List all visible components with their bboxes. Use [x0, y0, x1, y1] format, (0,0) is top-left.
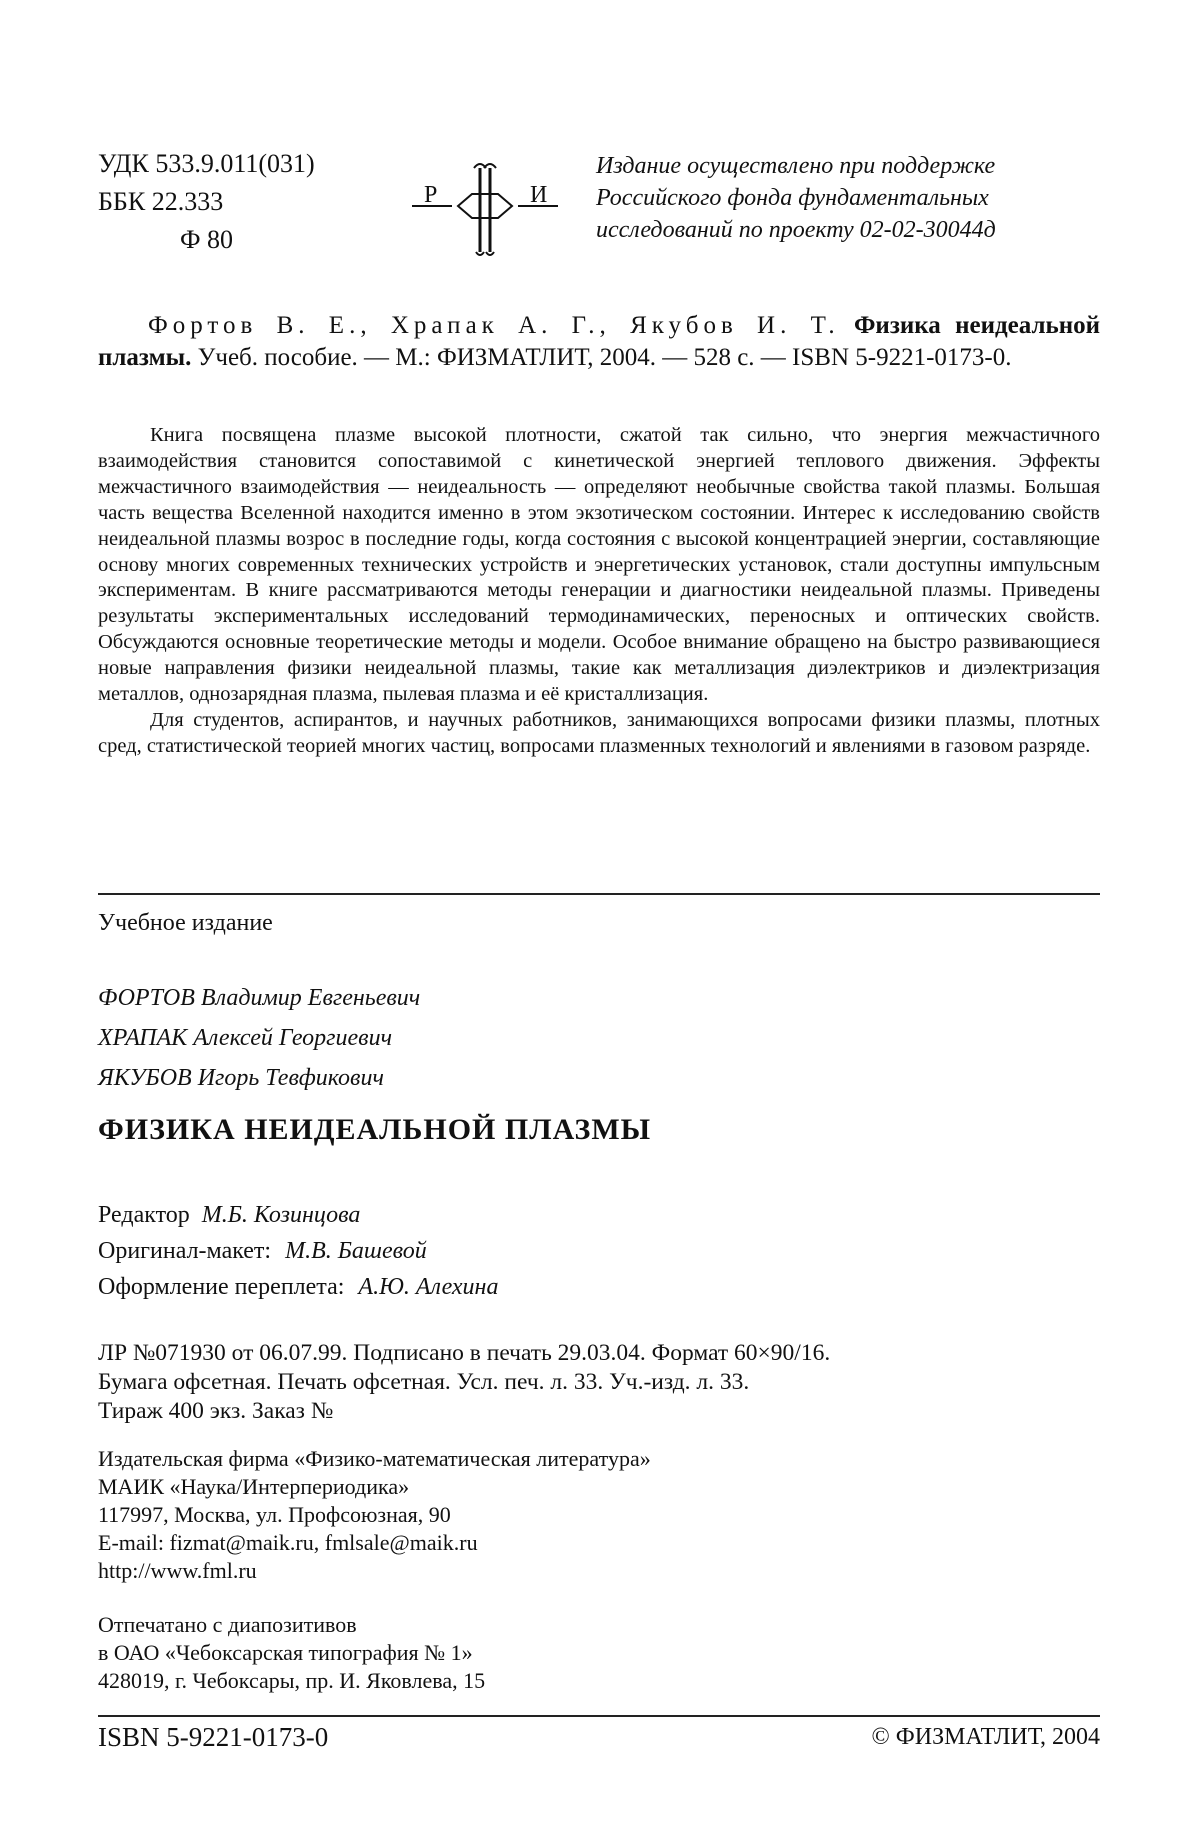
bbk-code: ББК 22.333 [98, 187, 224, 216]
footer-copyright: © ФИЗМАТЛИТ, 2004 [871, 1724, 1100, 1750]
edition-type: Учебное издание [98, 910, 273, 936]
bibliographic-citation [98, 310, 1100, 374]
rfbr-logo [410, 160, 560, 260]
publisher-address: 117997, Москва, ул. Профсоюзная, 90 [98, 1502, 451, 1527]
cover-label: Оформление переплета: [98, 1274, 345, 1300]
print-info-line-1: ЛР №071930 от 06.07.99. Подписано в печать 29.03.04. Формат 60×90/16. [98, 1340, 831, 1366]
printer-line-2: в ОАО «Чебоксарская типография № 1» [98, 1640, 473, 1665]
grant-line-2: Российского фонда фундаментальных [596, 185, 989, 211]
print-info-line-2: Бумага офсетная. Печать офсетная. Усл. печ. л. 33. Уч.-изд. л. 33. [98, 1369, 750, 1395]
citation-authors: Фортов В. Е., Храпак А. Г., Якубов И. Т. [148, 312, 840, 339]
book-title: ФИЗИКА НЕИДЕАЛЬНОЙ ПЛАЗМЫ [98, 1113, 652, 1146]
credit-editor [98, 1202, 360, 1229]
publisher-website: http://www.fml.ru [98, 1558, 257, 1583]
cover-name: А.Ю. Алехина [358, 1274, 499, 1300]
publisher-email: E-mail: fizmat@maik.ru, fmlsale@maik.ru [98, 1530, 478, 1555]
logo-letter-i: И [530, 182, 548, 208]
publisher-line-2: МАИК «Наука/Интерпериодика» [98, 1474, 410, 1499]
logo-letter-r: Р [424, 182, 438, 208]
credit-layout [98, 1238, 427, 1265]
print-info-line-3: Тираж 400 экз. Заказ № [98, 1398, 334, 1424]
footer-isbn: ISBN 5-9221-0173-0 [98, 1722, 329, 1752]
publisher-line-1: Издательская фирма «Физико-математическая литература» [98, 1446, 651, 1471]
annotation-paragraph-2: Для студентов, аспирантов, и научных работников, занимающихся вопросами физики плазмы, плотных сред, статистической теорией многих частиц, вопросами плазменных технологий и явлениями в газовом разряде. [98, 708, 1100, 757]
divider-top [98, 893, 1100, 895]
citation-title: Физика неидеальной плазмы. [98, 312, 1101, 371]
author-mark-code: Ф 80 [180, 225, 234, 254]
divider-bottom [98, 1715, 1100, 1717]
editor-label: Редактор [98, 1202, 190, 1228]
printer-line-1: Отпечатано с диапозитивов [98, 1612, 357, 1637]
layout-name: М.В. Башевой [285, 1238, 427, 1264]
printer-address: 428019, г. Чебоксары, пр. И. Яковлева, 15 [98, 1668, 486, 1693]
grant-line-3: исследований по проекту 02-02-30044д [596, 217, 996, 243]
author-yakubov: ЯКУБОВ Игорь Тевфикович [98, 1065, 384, 1091]
annotation [98, 423, 1100, 760]
annotation-paragraph-1: Книга посвящена плазме высокой плотности, сжатой так сильно, что энергия межчастичного взаимодействия становится сопоставимой с кинетической энергией теплового движения. Эффекты межчастичного взаимодействия — неидеальность — определяют необычные свойства такой плазмы. Большая часть вещества Вселенной находится именно в этом экзотическом состоянии. Интерес к исследованию свойств неидеальной плазмы возрос в последние годы, когда состояния с высокой концентрацией энергии, составляющие основу многих современных технических устройств и энергетических установок, стали доступны импульсным экспериментам. В книге рассматриваются методы генерации и диагностики неидеальной плазмы. Приведены результаты экспериментальных исследований термодинамических, переносных и оптических свойств. Обсуждаются основные теоретические методы и модели. Особое внимание обращено на быстро развивающиеся новые направления физики неидеальной плазмы, такие как металлизация диэлектриков и диэлектризация металлов, однозарядная плазма, пылевая плазма и её кристаллизация. [98, 424, 1100, 706]
citation-details: Учеб. пособие. — М.: ФИЗМАТЛИТ, 2004. — 528 с. — ISBN 5-9221-0173-0. [197, 344, 1012, 371]
author-khrapak: ХРАПАК Алексей Георгиевич [98, 1025, 393, 1051]
credit-cover [98, 1274, 498, 1301]
editor-name: М.Б. Козинцова [201, 1202, 361, 1228]
grant-line-1: Издание осуществлено при поддержке [596, 153, 996, 179]
udk-code: УДК 533.9.011(031) [98, 149, 315, 178]
layout-label: Оригинал-макет: [98, 1238, 272, 1264]
author-fortov: ФОРТОВ Владимир Евгеньевич [98, 985, 421, 1011]
